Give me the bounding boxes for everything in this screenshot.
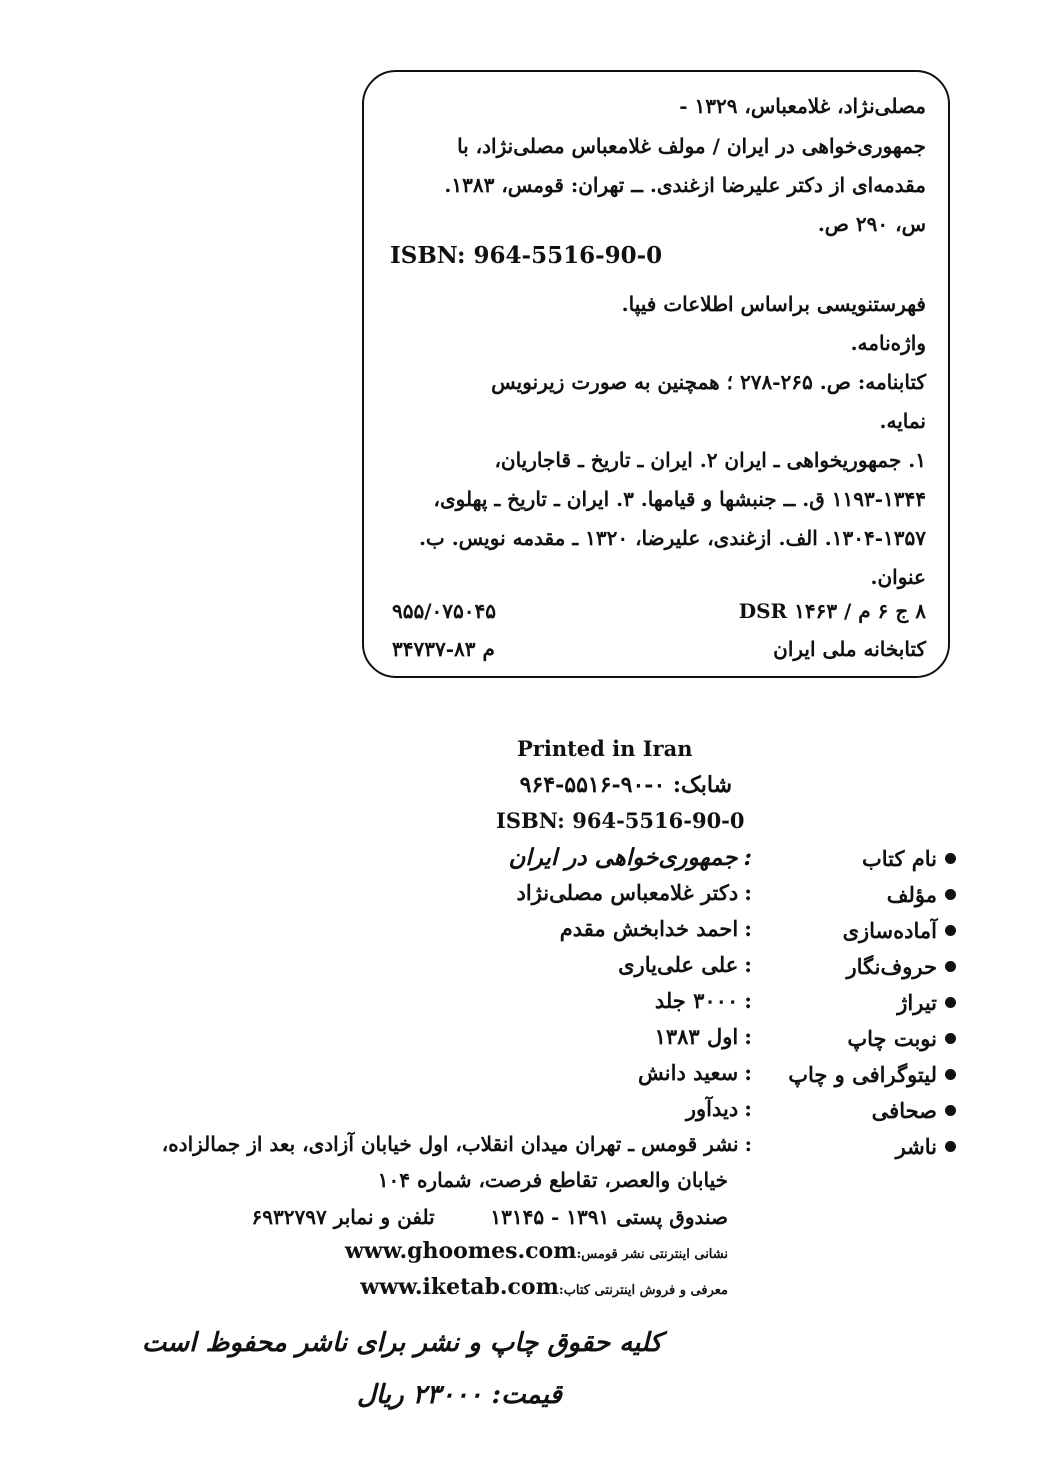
colophon-label: لیتوگرافی و چاپ xyxy=(788,1062,956,1087)
shop-url: www.iketab.com xyxy=(360,1274,559,1300)
colophon-label: تیراژ xyxy=(897,990,956,1015)
colophon-value: :دکتر غلامعباس مصلی‌نژاد xyxy=(516,880,752,905)
cip-note-line: کتابنامه: ص. ۲۶۵-۲۷۸ ؛ همچنین به صورت زیرنویس xyxy=(491,370,926,394)
copyright-notice: کلیه حقوق چاپ و نشر برای ناشر محفوظ است xyxy=(141,1328,662,1358)
bullet-icon xyxy=(945,1105,956,1116)
colophon-value: :دیدآور xyxy=(685,1096,752,1121)
colophon-value: :سعید دانش xyxy=(638,1060,752,1085)
cip-box xyxy=(362,70,950,678)
bullet-icon xyxy=(945,1141,956,1152)
bullet-icon xyxy=(945,889,956,900)
cip-library-number: م ۸۳-۳۴۷۳۷ xyxy=(392,637,495,661)
colophon-label: آماده‌سازی xyxy=(843,918,956,943)
colophon-value: :اول ۱۳۸۳ xyxy=(654,1024,752,1049)
colophon-label: صحافی xyxy=(872,1098,956,1123)
colophon-value: :علی علی‌یاری xyxy=(618,952,752,977)
publisher-address: :نشر قومس ـ تهران میدان انقلاب، اول خیابان آزادی، بعد از جمالزاده، xyxy=(161,1132,752,1156)
cip-subject-line: عنوان. xyxy=(870,565,926,589)
colophon-value: :جمهوری‌خواهی در ایران xyxy=(508,844,752,871)
cip-note-line: فهرستنویسی براساس اطلاعات فیپا. xyxy=(621,292,926,316)
cip-note-line: واژه‌نامه. xyxy=(850,331,926,355)
cip-pages-line: س، ۲۹۰ ص. xyxy=(817,212,926,236)
cip-dewey: ۹۵۵/۰۷۵۰۴۵ xyxy=(392,599,496,623)
isbn-line: ISBN: 964-5516-90-0 xyxy=(496,808,745,833)
bullet-icon xyxy=(945,997,956,1008)
colophon-label: حروف‌نگار xyxy=(847,954,956,979)
shabak: شابک: ۰-۹۰-۵۵۱۶-۹۶۴ xyxy=(519,772,732,798)
bullet-icon xyxy=(945,1033,956,1044)
colophon-label: مؤلف xyxy=(887,882,956,907)
cip-intro-line: مقدمه‌ای از دکتر علیرضا ازغندی. ــ تهران: قومس، ۱۳۸۳. xyxy=(444,173,926,197)
shop-label: معرفی و فروش اینترنتی کتاب: xyxy=(558,1283,728,1298)
cip-library: کتابخانه ملی ایران xyxy=(773,637,926,661)
cip-subject-line: ۱. جمهوریخواهی ـ ایران ۲. ایران ـ تاریخ ـ قاجاریان، xyxy=(494,448,926,472)
bullet-icon xyxy=(945,925,956,936)
colophon-value: :۳۰۰۰ جلد xyxy=(654,988,752,1013)
colophon-label: ناشر xyxy=(896,1134,956,1159)
colophon-label: نوبت چاپ xyxy=(847,1026,956,1051)
cip-title-line: جمهوری‌خواهی در ایران / مولف غلامعباس مصلی‌نژاد، با xyxy=(457,134,926,158)
bullet-icon xyxy=(945,961,956,972)
colophon-label: نام کتاب xyxy=(862,846,956,871)
publisher-address-line: خیابان والعصر، تقاطع فرصت، شماره ۱۰۴ xyxy=(377,1168,728,1192)
cip-subject-line: ۱۱۹۳-۱۳۴۴ ق. ــ جنبشها و قیامها. ۳. ایران ـ تاریخ ـ پهلوی، xyxy=(433,487,926,511)
shop-row xyxy=(360,1274,728,1300)
cip-note-line: نمایه. xyxy=(879,409,926,433)
colophon-value: :احمد خدابخش مقدم xyxy=(559,916,752,941)
publisher-contact-line: صندوق پستی ۱۳۹۱ - ۱۳۱۴۵ تلفن و نمابر ۶۹۳۲۷۹۷ xyxy=(251,1205,728,1229)
bullet-icon xyxy=(945,853,956,864)
price: قیمت: ۲۳۰۰۰ ریال xyxy=(357,1380,562,1410)
cip-classification: ۸ ج ۶ م / DSR ۱۴۶۳ xyxy=(738,599,926,623)
website-label: نشانی اینترنتی نشر قومس: xyxy=(576,1247,728,1262)
bullet-icon xyxy=(945,1069,956,1080)
cip-author-line: مصلی‌نژاد، غلامعباس، ۱۳۲۹ - xyxy=(679,94,926,118)
website-url: www.ghoomes.com xyxy=(344,1238,577,1264)
printed-in: Printed in Iran xyxy=(517,736,693,761)
cip-subject-line: ۱۳۰۴-۱۳۵۷. الف. ازغندی، علیرضا، ۱۳۲۰ ـ مقدمه نویس. ب. xyxy=(418,526,926,550)
website-row xyxy=(345,1238,728,1264)
cip-isbn: ISBN: 964-5516-90-0 xyxy=(390,242,663,269)
